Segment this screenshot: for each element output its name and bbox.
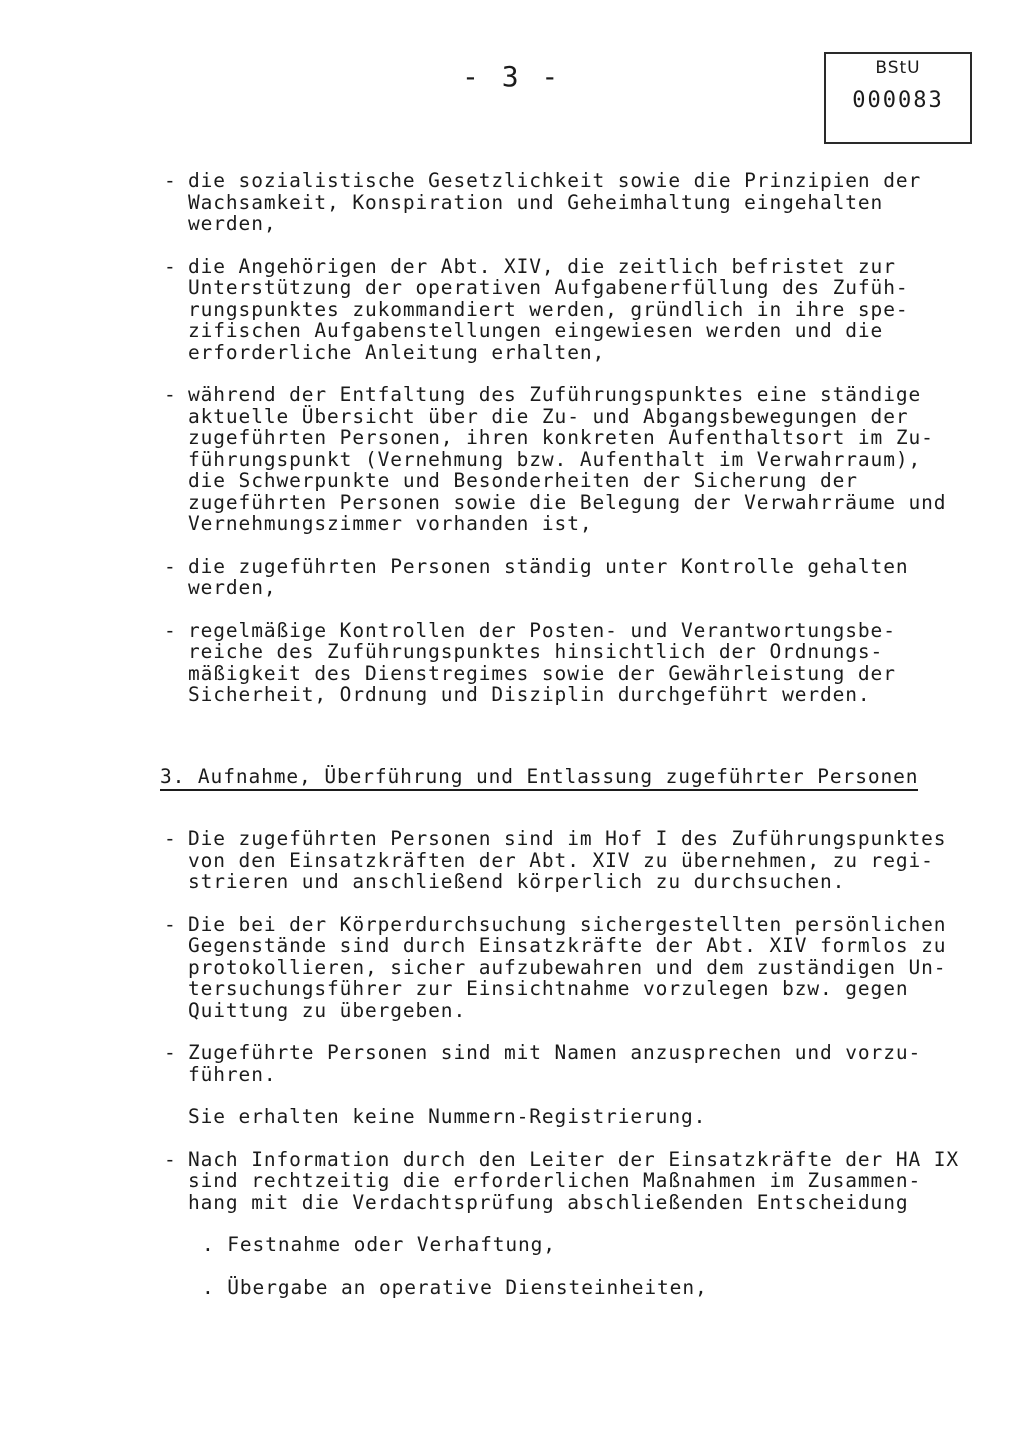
bullet-dash: -	[164, 554, 177, 578]
page-number: - 3 -	[462, 60, 562, 93]
text-line: Gegenstände sind durch Einsatzkräfte der Abt. XIV formlos zu	[188, 934, 947, 957]
text-line: erforderliche Anleitung erhalten,	[188, 340, 606, 364]
text-line: die sozialistische Gesetzlichkeit sowie die Prinzipien der	[188, 169, 922, 192]
text-line: mäßigkeit des Dienstregimes sowie der Gewährleistung der	[188, 661, 896, 685]
bullet-dash: -	[164, 1147, 177, 1171]
text-line: reiche des Zuführungspunktes hinsichtlich der Ordnungs-	[188, 640, 884, 663]
list-item	[160, 828, 960, 893]
text-line: aktuelle Übersicht über die Zu- und Abgangsbewegungen der	[188, 404, 909, 428]
archive-stamp	[824, 52, 972, 144]
text-line: Wachsamkeit, Konspiration und Geheimhaltung eingehalten	[188, 190, 884, 214]
bullet-dash: -	[164, 618, 177, 642]
text-line: Die zugeführten Personen sind im Hof I des Zuführungspunktes	[188, 827, 947, 850]
document-body	[160, 170, 960, 1319]
bullet-dash: -	[164, 827, 177, 850]
list-item	[160, 556, 960, 599]
text-line: zifischen Aufgabenstellungen eingewiesen werden und die	[188, 319, 884, 342]
text-line: werden,	[188, 212, 277, 235]
list-item	[160, 1042, 960, 1085]
bullet-dash: -	[164, 254, 177, 278]
list-item	[160, 914, 960, 1022]
text-line: regelmäßige Kontrollen der Posten- und Verantwortungsbe-	[188, 618, 896, 642]
text-line: Zugeführte Personen sind mit Namen anzusprechen und vorzu-	[188, 1041, 922, 1064]
text-line: führungspunkt (Vernehmung bzw. Aufenthalt im Verwahrraum),	[188, 447, 922, 471]
text-line: die Angehörigen der Abt. XIV, die zeitlich befristet zur	[188, 254, 896, 278]
text-line: protokollieren, sicher aufzubewahren und dem zuständigen Un-	[188, 955, 947, 979]
text-line: zugeführten Personen, ihren konkreten Aufenthaltsort im Zu-	[188, 426, 934, 449]
text-line: rungspunktes zukommandiert werden, gründlich in ihre spe-	[188, 297, 909, 321]
note-text: Sie erhalten keine Nummern-Registrierung.	[188, 1105, 707, 1128]
bullet-dash: -	[164, 169, 177, 192]
text-line: Vernehmungszimmer vorhanden ist,	[188, 512, 593, 535]
text-line: Quittung zu übergeben.	[188, 998, 467, 1022]
sub-item: . Festnahme oder Verhaftung,	[202, 1233, 556, 1256]
text-line: die zugeführten Personen ständig unter Kontrolle gehalten	[188, 554, 909, 578]
text-line: Die bei der Körperdurchsuchung sichergestellten persönlichen	[188, 912, 947, 936]
list-item	[160, 256, 960, 364]
text-line: Unterstützung der operativen Aufgabenerfüllung des Zufüh-	[188, 276, 909, 299]
section-heading: 3. Aufnahme, Überführung und Entlassung zugeführter Personen	[160, 766, 918, 792]
bullet-dash: -	[164, 1041, 177, 1064]
text-line: während der Entfaltung des Zuführungspunktes eine ständige	[188, 383, 922, 406]
text-line: hang mit die Verdachtsprüfung abschließenden Entscheidung	[188, 1190, 909, 1214]
list-item	[160, 170, 960, 235]
list-item	[160, 620, 960, 706]
text-line: von den Einsatzkräften der Abt. XIV zu übernehmen, zu regi-	[188, 848, 934, 872]
text-line: werden,	[188, 576, 277, 599]
text-line: die Schwerpunkte und Besonderheiten der Sicherung der	[188, 469, 858, 492]
stamp-number: 000083	[852, 88, 944, 113]
list-item	[160, 1149, 960, 1214]
list-item	[160, 384, 960, 535]
text-line: strieren und anschließend körperlich zu durchsuchen.	[188, 870, 846, 893]
text-line: tersuchungsführer zur Einsichtnahme vorzulegen bzw. gegen	[188, 977, 909, 1000]
text-line: führen.	[188, 1062, 277, 1086]
text-line: Nach Information durch den Leiter der Einsatzkräfte der HA IX	[188, 1147, 960, 1171]
bullet-dash: -	[164, 912, 177, 936]
text-line: Sicherheit, Ordnung und Disziplin durchgeführt werden.	[188, 683, 871, 706]
bullet-dash: -	[164, 383, 177, 406]
stamp-label: BStU	[875, 58, 921, 78]
sub-item: . Übergabe an operative Diensteinheiten,	[202, 1275, 708, 1299]
text-line: zugeführten Personen sowie die Belegung der Verwahrräume und	[188, 490, 947, 514]
text-line: sind rechtzeitig die erforderlichen Maßnahmen im Zusammen-	[188, 1169, 922, 1192]
